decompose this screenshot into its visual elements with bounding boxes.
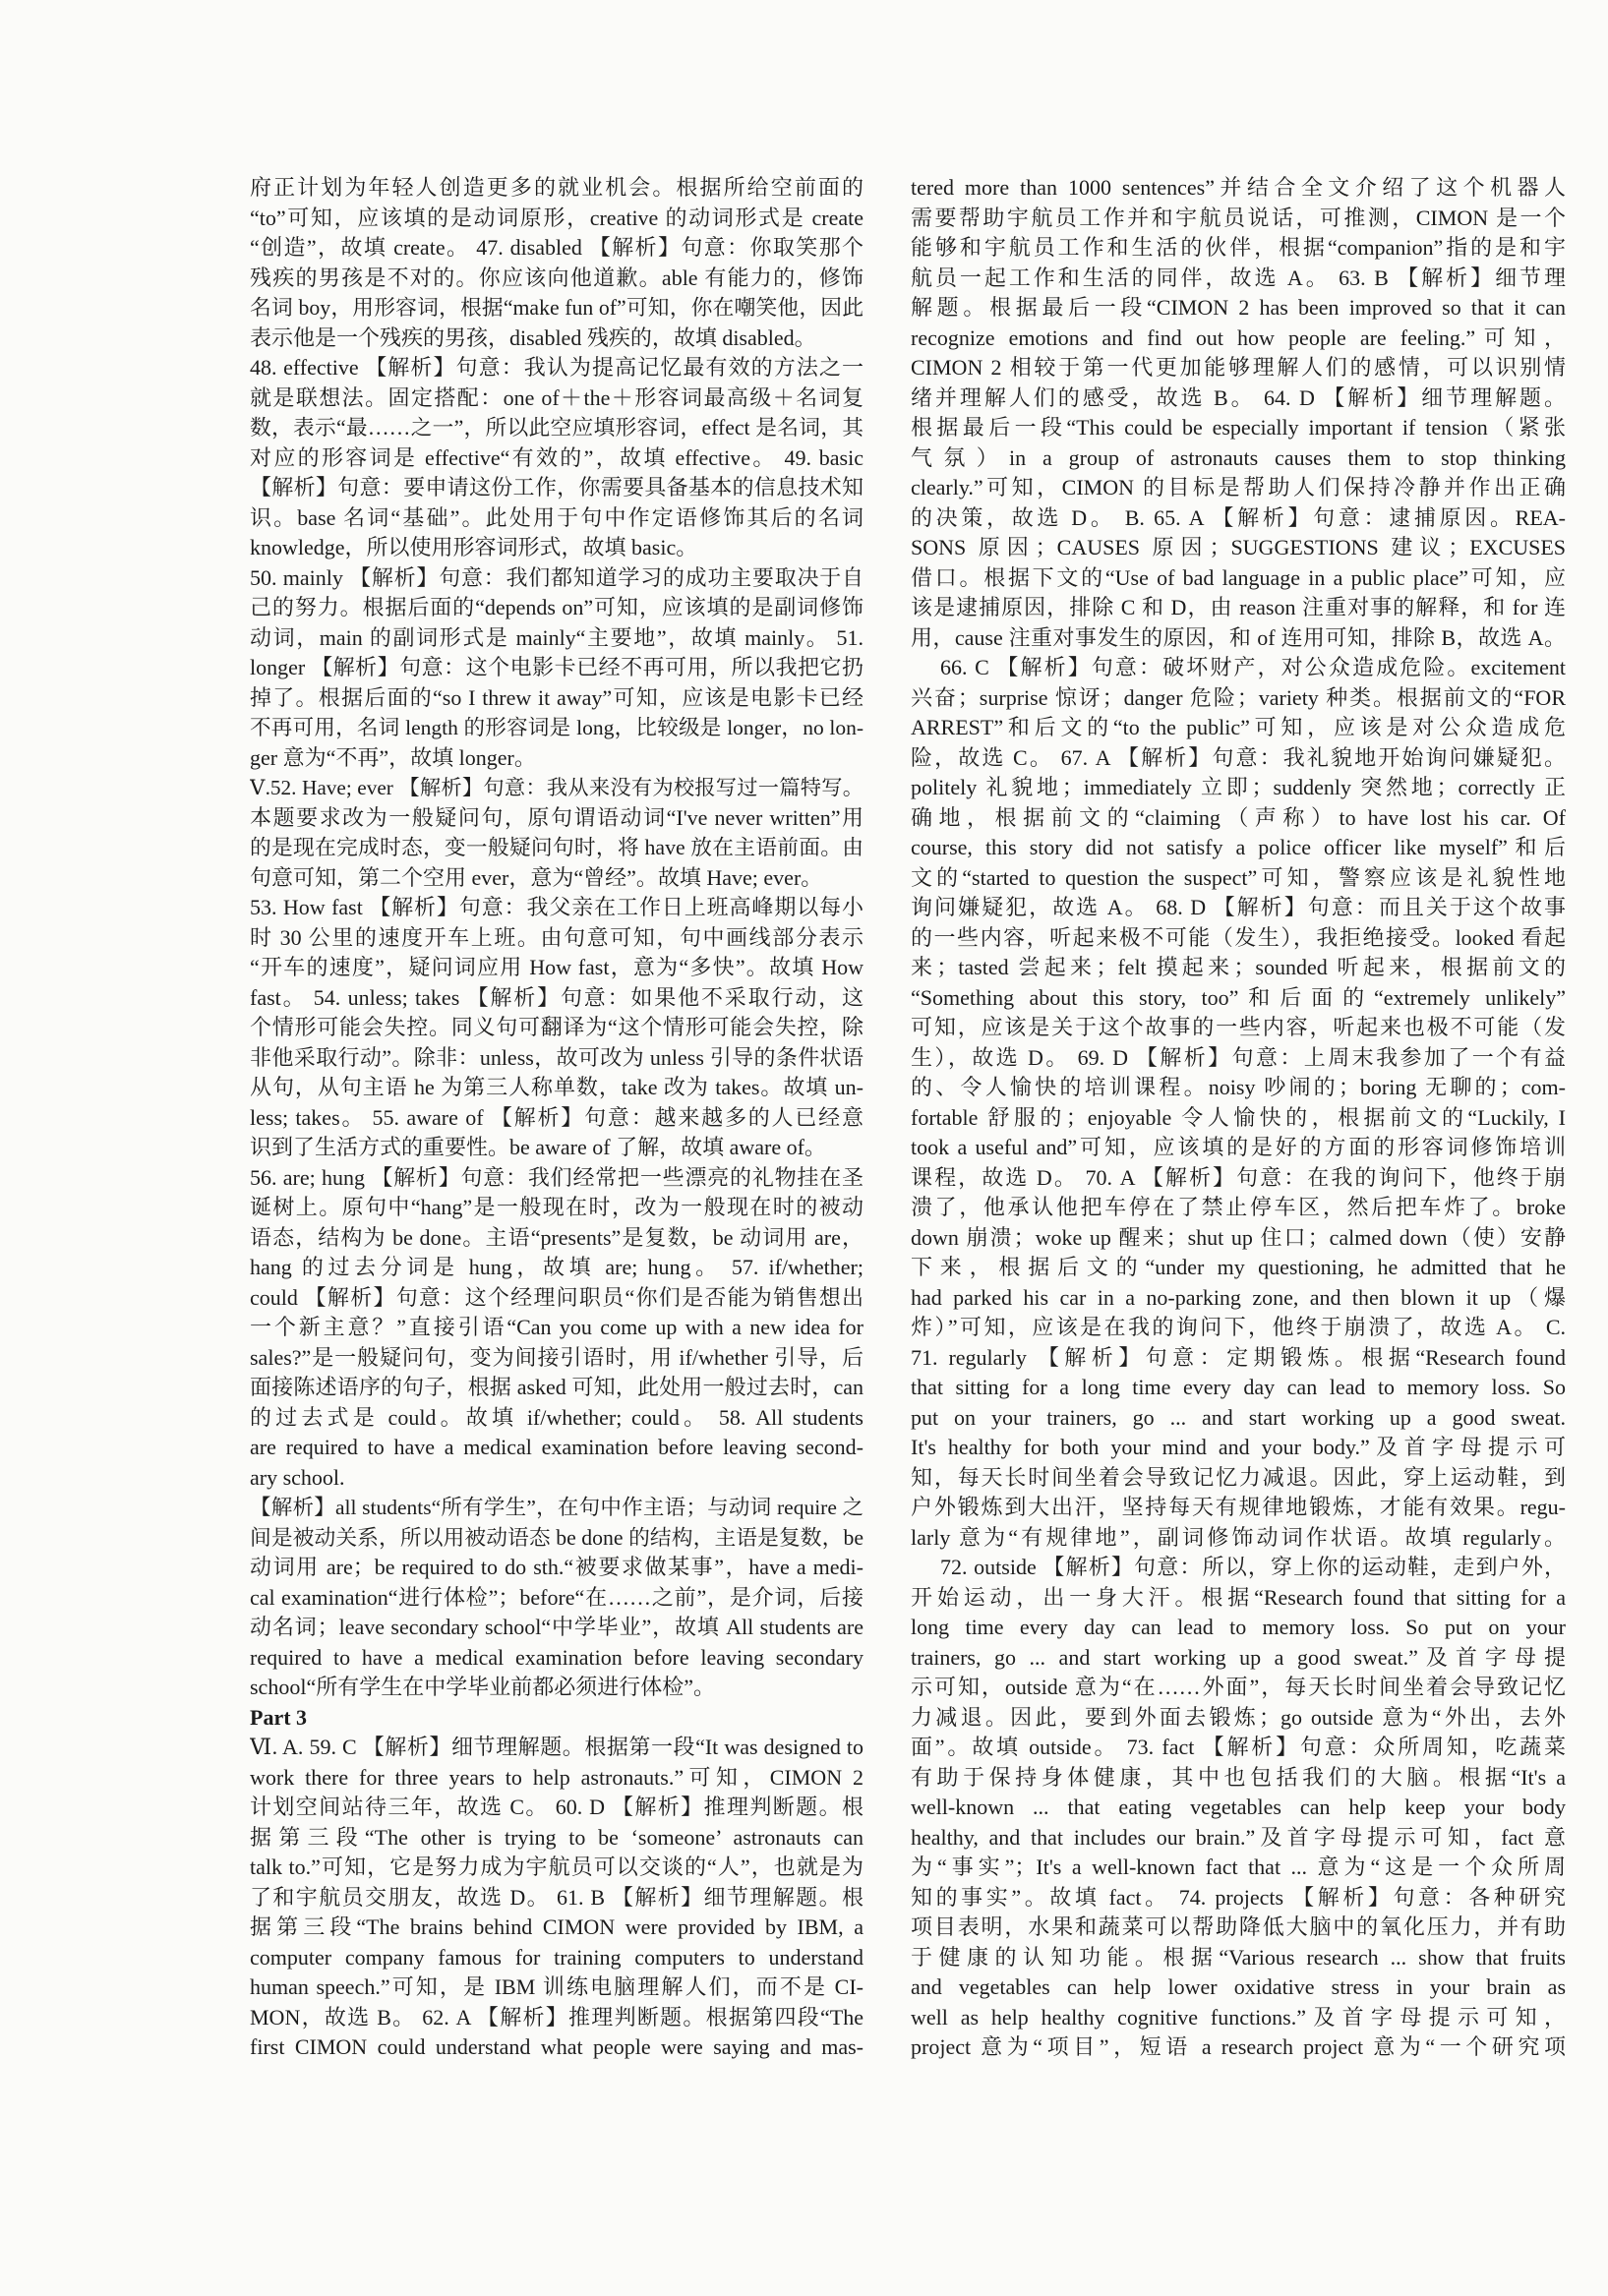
text-line: 的过去式是 could。故填 if/whether; could。 58. All students bbox=[250, 1404, 864, 1430]
text-line: 句意可知，第二个空用 ever，意为“曾经”。故填 Have; ever。 bbox=[250, 864, 823, 890]
text-line: politely 礼貌地；immediately 立即；suddenly 突然地；correctly 正 bbox=[911, 775, 1566, 799]
text-line: 户外锻炼到大出汗，坚持每天有规律地锻炼，才能有效果。regu- bbox=[911, 1495, 1566, 1519]
text-line: ger 意为“不再”，故填 longer。 bbox=[250, 744, 536, 770]
text-line: 生），故选 D。 69. D 【解析】句意：上周末我参加了一个有益 bbox=[911, 1044, 1566, 1070]
text-line: 动词，main 的副词形式是 mainly“主要地”，故填 mainly。 51. bbox=[250, 624, 864, 650]
text-line: 语态，结构为 be done。主语“presents”是复数，be 动词用 are， bbox=[250, 1224, 864, 1250]
text-line: ary school. bbox=[250, 1464, 345, 1490]
text-line: 残疾的男孩是不对的。你应该向他道歉。able 有能力的，修饰 bbox=[250, 265, 864, 290]
text-line: 间是被动关系，所以用被动语态 be done 的结构，主语是复数，be bbox=[250, 1525, 864, 1550]
text-line: 据第三段“The other is trying to be ‘someone’ astronauts can bbox=[250, 1824, 864, 1850]
text-line: 气氛）in a group of astronauts causes them to stop thinking bbox=[911, 444, 1566, 470]
text-line: had parked his car in a no-parking zone, and then blown it up（爆 bbox=[911, 1284, 1566, 1310]
text-line: MON，故选 B。 62. A 【解析】推理判断题。根据第四段“The bbox=[250, 2004, 864, 2030]
text-line: human speech.”可知，是 IBM 训练电脑理解人们，而不是 CI- bbox=[250, 1974, 864, 1999]
left-text-column bbox=[250, 173, 864, 2063]
text-line: recognize emotions and find out how people are feeling.”可知， bbox=[911, 324, 1566, 350]
text-line: required to have a medical examination before leaving secondary bbox=[250, 1644, 864, 1670]
text-line: 50. mainly 【解析】句意：我们都知道学习的成功主要取决于自 bbox=[250, 564, 864, 590]
text-line: 知的事实”。故填 fact。 74. projects 【解析】句意：各种研究 bbox=[911, 1884, 1566, 1910]
text-line: SONS 原因；CAUSES 原因；SUGGESTIONS 建议；EXCUSES bbox=[911, 535, 1566, 559]
text-line: work there for three years to help astronauts.”可知，CIMON 2 bbox=[250, 1764, 864, 1790]
text-line: 了和宇航员交朋友，故选 D。 61. B 【解析】细节理解题。根 bbox=[250, 1884, 864, 1910]
text-line: CIMON 2 相较于第一代更加能够理解人们的感情，可以识别情 bbox=[911, 355, 1566, 380]
text-line: 数，表示“最……之一”，所以此空应填形容词，effect 是名词，其 bbox=[250, 416, 864, 440]
text-line: 名词 boy，用形容词，根据“make fun of”可知，你在嘲笑他，因此 bbox=[250, 296, 864, 320]
text-line: 识。base 名词“基础”。此处用于句中作定语修饰其后的名词 bbox=[250, 504, 864, 530]
text-line: computer company famous for training computers to understand bbox=[250, 1944, 864, 1970]
text-line: course, this story did not satisfy a police officer like myself”和后 bbox=[911, 835, 1566, 859]
text-line: 课程，故选 D。 70. A 【解析】句意：在我的询问下，他终于崩 bbox=[911, 1164, 1566, 1190]
text-line: 兴奋；surprise 惊讶；danger 危险；variety 种类。根据前文的“FOR bbox=[911, 684, 1566, 710]
text-line: hang 的过去分词是 hung，故填 are; hung。 57. if/whether; bbox=[250, 1255, 864, 1279]
text-line: fortable 舒服的；enjoyable 令人愉快的，根据前文的“Luckily, I bbox=[911, 1104, 1566, 1130]
text-line: 本题要求改为一般疑问句，原句谓语动词“I've never written”用 bbox=[250, 804, 864, 830]
text-line: 掉了。根据后面的“so I threw it away”可知，应该是电影卡已经 bbox=[250, 684, 864, 710]
text-line: 可知，应该是关于这个故事的一些内容，听起来也极不可能（发 bbox=[911, 1015, 1566, 1039]
text-line: “开车的速度”，疑问词应用 How fast，意为“多快”。故填 How bbox=[250, 955, 864, 979]
text-line: 确地，根据前文的“claiming（声称）to have lost his car. Of bbox=[911, 804, 1566, 830]
text-line: 计划空间站待三年，故选 C。 60. D 【解析】推理判断题。根 bbox=[250, 1795, 864, 1819]
text-line: could 【解析】句意：这个经理问职员“你们是否能为销售想出 bbox=[250, 1284, 864, 1310]
text-line: took a useful and”可知，应该填的是好的方面的形容词修饰培训 bbox=[911, 1135, 1566, 1159]
text-line: 示可知，outside 意为“在……外面”，每天长时间坐着会导致记忆 bbox=[911, 1675, 1566, 1699]
text-line: 诞树上。原句中“hang”是一般现在时，改为一般现在时的被动 bbox=[250, 1195, 864, 1219]
text-line: 来；tasted 尝起来；felt 摸起来；sounded 听起来，根据前文的 bbox=[911, 955, 1566, 979]
text-line: knowledge，所以使用形容词形式，故填 basic。 bbox=[250, 535, 698, 559]
text-line: put on your trainers, go ... and start working up a good sweat. bbox=[911, 1404, 1566, 1430]
text-line: 借口。根据下文的“Use of bad language in a public place”可知，应 bbox=[911, 564, 1566, 590]
text-line: 有助于保持身体健康，其中也包括我们的大脑。根据“It's a bbox=[911, 1764, 1566, 1790]
text-line: 48. effective 【解析】句意：我认为提高记忆最有效的方法之一 bbox=[250, 355, 864, 380]
text-line: 66. C 【解析】句意：破坏财产，对公众造成危险。excitement bbox=[940, 655, 1566, 679]
text-line: Ⅵ. A. 59. C 【解析】细节理解题。根据第一段“It was designed to bbox=[250, 1735, 864, 1759]
text-line: and vegetables can help lower oxidative stress in your brain as bbox=[911, 1974, 1566, 1999]
text-line: long time every day can lead to memory loss. So put on your bbox=[911, 1615, 1566, 1639]
text-line: well-known ... that eating vegetables can help keep your body bbox=[911, 1795, 1566, 1819]
text-line: 动词用 are；be required to do sth.“被要求做某事”，have a medi- bbox=[250, 1555, 864, 1579]
text-line: down 崩溃；woke up 醒来；shut up 住口；calmed down（使）安静 bbox=[911, 1224, 1566, 1250]
text-line: 非他采取行动”。除非：unless，故可改为 unless 引导的条件状语 bbox=[250, 1044, 864, 1070]
text-line: 知，每天长时间坐着会导致记忆力减退。因此，穿上运动鞋，到 bbox=[911, 1464, 1566, 1490]
text-line: 该是逮捕原因，排除 C 和 D，由 reason 注重对事的解释，和 for 连 bbox=[911, 595, 1566, 619]
text-line: first CIMON could understand what people were saying and mas- bbox=[250, 2034, 864, 2059]
text-line: 文的“started to question the suspect”可知，警察应该是礼貌性地 bbox=[911, 864, 1566, 890]
text-line: 面接陈述语序的句子，根据 asked 可知，此处用一般过去时，can bbox=[250, 1375, 864, 1399]
text-line: 一个新主意？”直接引语“Can you come up with a new idea for bbox=[250, 1315, 864, 1339]
text-line: 能够和宇航员工作和生活的伙伴，根据“companion”指的是和宇 bbox=[911, 235, 1566, 260]
text-line: 项目表明，水果和蔬菜可以帮助降低大脑中的氧化压力，并有助 bbox=[911, 1914, 1566, 1939]
text-line: sales?”是一般疑问句，变为间接引语时，用 if/whether 引导，后 bbox=[250, 1344, 864, 1370]
text-line: “Something about this story, too”和后面的“extremely unlikely” bbox=[911, 984, 1566, 1010]
text-line: 溃了，他承认他把车停在了禁止停车区，然后把车炸了。broke bbox=[911, 1195, 1566, 1219]
text-line: 就是联想法。固定搭配：one of＋the＋形容词最高级＋名词复 bbox=[250, 384, 864, 410]
text-line: 识到了生活方式的重要性。be aware of 了解，故填 aware of。 bbox=[250, 1135, 826, 1159]
text-line: talk to.”可知，它是努力成为宇航员可以交谈的“人”，也就是为 bbox=[250, 1854, 864, 1879]
text-line: 根据最后一段“This could be especially important if tension（紧张 bbox=[911, 415, 1566, 440]
section-heading: Part 3 bbox=[250, 1704, 308, 1730]
text-line: 险，故选 C。 67. A 【解析】句意：我礼貌地开始询问嫌疑犯。 bbox=[911, 744, 1566, 770]
text-line: 从句，从句主语 he 为第三人称单数，take 改为 takes。故填 un- bbox=[250, 1075, 864, 1099]
text-line: 于健康的认知功能。根据“Various research ... show that fruits bbox=[911, 1944, 1566, 1970]
text-line: 航员一起工作和生活的同伴，故选 A。 63. B 【解析】细节理 bbox=[911, 265, 1566, 290]
text-line: fast。 54. unless; takes 【解析】句意：如果他不采取行动，这 bbox=[250, 984, 864, 1010]
text-line: 时 30 公里的速度开车上班。由句意可知，句中画线部分表示 bbox=[250, 924, 864, 950]
text-line: less; takes。 55. aware of 【解析】句意：越来越多的人已经意 bbox=[250, 1104, 864, 1130]
right-text-column bbox=[911, 173, 1566, 2063]
text-line: 开始运动，出一身大汗。根据“Research found that sitting for a bbox=[911, 1584, 1566, 1610]
text-line: 【解析】all students“所有学生”，在句中作主语；与动词 require 之 bbox=[250, 1496, 864, 1519]
text-line: 绪并理解人们的感受，故选 B。 64. D 【解析】细节理解题。 bbox=[911, 384, 1566, 410]
text-line: “创造”，故填 create。 47. disabled 【解析】句意：你取笑那个 bbox=[250, 235, 864, 260]
text-line: tered more than 1000 sentences”并结合全文介绍了这个机器人 bbox=[911, 175, 1566, 200]
text-line: 对应的形容词是 effective“有效的”，故填 effective。 49. basic bbox=[250, 444, 864, 470]
text-line: 己的努力。根据后面的“depends on”可知，应该填的是副词修饰 bbox=[250, 595, 864, 619]
text-line: ARREST”和后文的“to the public”可知，应该是对公众造成危 bbox=[911, 715, 1566, 739]
text-line: 用，cause 注重对事发生的原因，和 of 连用可知，排除 B，故选 A。 bbox=[911, 624, 1566, 650]
text-line: 下来，根据后文的“under my questioning, he admitted that he bbox=[911, 1255, 1566, 1279]
text-line: that sitting for a long time every day can lead to memory loss. So bbox=[911, 1375, 1566, 1399]
text-line: 表示他是一个残疾的男孩，disabled 残疾的，故填 disabled。 bbox=[250, 324, 816, 350]
text-line: project 意为“项目”，短语 a research project 意为“一个研究项 bbox=[911, 2034, 1566, 2059]
text-line: 不再可用，名词 length 的形容词是 long，比较级是 longer，no lon- bbox=[250, 716, 864, 739]
text-line: 需要帮助宇航员工作并和宇航员说话，可推测，CIMON 是一个 bbox=[911, 205, 1566, 230]
text-line: school“所有学生在中学毕业前都必须进行体检”。 bbox=[250, 1675, 715, 1699]
text-line: are required to have a medical examination before leaving second- bbox=[250, 1435, 864, 1459]
text-line: 为“事实”；It's a well-known fact that ... 意为“这是一个众所周 bbox=[911, 1854, 1566, 1879]
text-line: trainers, go ... and start working up a good sweat.”及首字母提 bbox=[911, 1644, 1566, 1670]
text-line: well as help healthy cognitive functions.”及首字母提示可知， bbox=[911, 2004, 1566, 2030]
text-line: “to”可知，应该填的是动词原形，creative 的动词形式是 create bbox=[250, 205, 864, 230]
text-line: 炸）”可知，应该是在我的询问下，他终于崩溃了，故选 A。 C. bbox=[911, 1315, 1566, 1339]
text-line: It's healthy for both your mind and your body.”及首字母提示可 bbox=[911, 1435, 1566, 1459]
text-line: 询问嫌疑犯，故选 A。 68. D 【解析】句意：而且关于这个故事 bbox=[911, 895, 1566, 919]
text-line: 府正计划为年轻人创造更多的就业机会。根据所给空前面的 bbox=[250, 175, 864, 200]
text-line: 力减退。因此，要到外面去锻炼；go outside 意为“外出，去外 bbox=[911, 1704, 1566, 1730]
text-line: 53. How fast 【解析】句意：我父亲在工作日上班高峰期以每小 bbox=[250, 895, 864, 919]
text-line: larly 意为“有规律地”，副词修饰动词作状语。故填 regularly。 bbox=[911, 1524, 1566, 1550]
text-line: 的、令人愉快的培训课程。noisy 吵闹的；boring 无聊的；com- bbox=[911, 1075, 1566, 1099]
text-line: longer 【解析】句意：这个电影卡已经不再可用，所以我把它扔 bbox=[250, 655, 864, 679]
text-line: 56. are; hung 【解析】句意：我们经常把一些漂亮的礼物挂在圣 bbox=[250, 1164, 864, 1190]
text-line: 的是现在完成时态，变一般疑问句时，将 have 放在主语前面。由 bbox=[250, 836, 864, 859]
text-line: 据第三段“The brains behind CIMON were provided by IBM, a bbox=[250, 1914, 864, 1939]
text-line: 【解析】句意：要申请这份工作，你需要具备基本的信息技术知 bbox=[250, 475, 864, 500]
text-line: 个情形可能会失控。同义句可翻译为“这个情形可能会失控，除 bbox=[250, 1015, 864, 1039]
text-line: 72. outside 【解析】句意：所以，穿上你的运动鞋，走到户外， bbox=[940, 1555, 1566, 1579]
text-line: clearly.”可知，CIMON 的目标是帮助人们保持冷静并作出正确 bbox=[911, 475, 1566, 500]
text-line: Ⅴ.52. Have; ever 【解析】句意：我从来没有为校报写过一篇特写。 bbox=[250, 776, 864, 799]
text-line: cal examination“进行体检”；before“在……之前”，是介词，后接 bbox=[250, 1584, 864, 1610]
text-line: 面”。故填 outside。 73. fact 【解析】句意：众所周知，吃蔬菜 bbox=[911, 1735, 1566, 1759]
text-line: 的一些内容，听起来极不可能（发生），我拒绝接受。looked 看起 bbox=[911, 924, 1566, 950]
text-line: 动名词；leave secondary school“中学毕业”，故填 All students are bbox=[250, 1615, 864, 1639]
text-line: 解题。根据最后一段“CIMON 2 has been improved so that it can bbox=[911, 295, 1566, 320]
text-line: 71. regularly 【解析】句意：定期锻炼。根据“Research found bbox=[911, 1344, 1566, 1370]
text-line: healthy, and that includes our brain.”及首字母提示可知，fact 意 bbox=[911, 1824, 1566, 1850]
text-line: 的决策，故选 D。 B. 65. A 【解析】句意：逮捕原因。REA- bbox=[911, 504, 1566, 530]
